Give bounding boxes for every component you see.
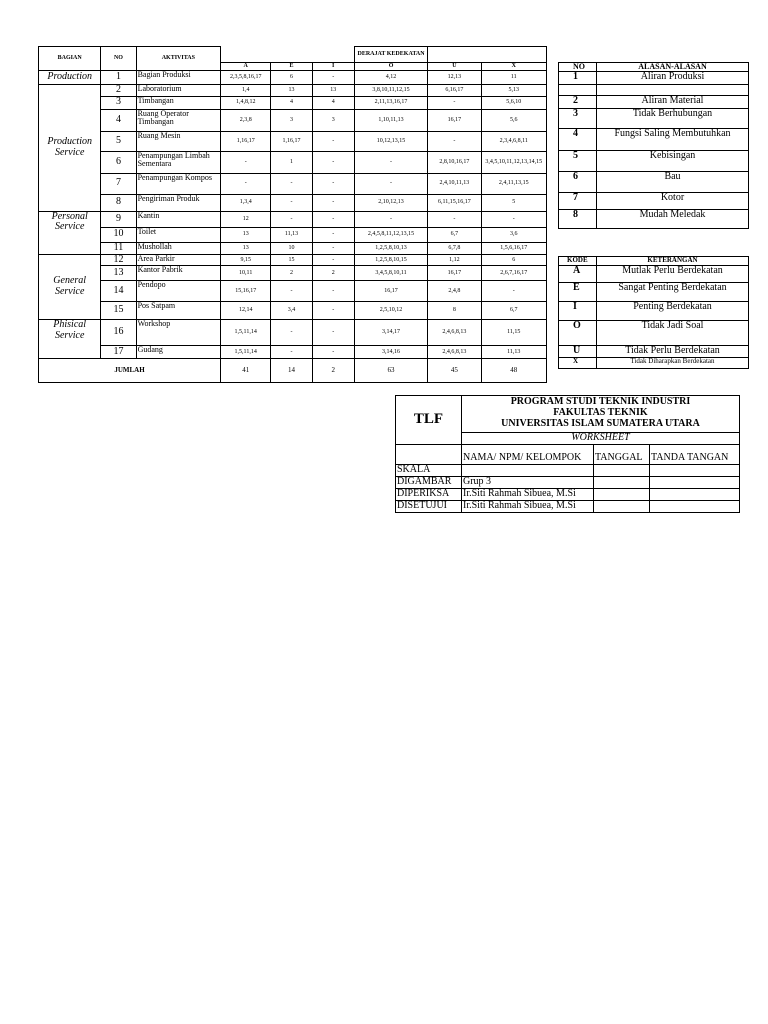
row-activity: Penampungan Kompos <box>136 173 220 194</box>
code-header-keterangan: KETERANGAN <box>597 257 749 266</box>
col-nama-npm-kelompok: NAMA/ NPM/ KELOMPOK <box>462 444 594 464</box>
cell-x: 5 <box>481 194 546 211</box>
cell-e: 3 <box>271 109 312 131</box>
reason-no: 5 <box>559 151 597 172</box>
cell-x: 5,6,10 <box>481 96 546 109</box>
cell-e: 11,13 <box>271 227 312 242</box>
cell-u: 6,7 <box>428 227 481 242</box>
cell-e: 2 <box>271 266 312 281</box>
row-label: DIPERIKSA <box>396 488 462 500</box>
cell-o: 2,4,5,8,11,12,13,15 <box>354 227 427 242</box>
cell-e: - <box>271 173 312 194</box>
list-item <box>559 193 749 210</box>
table-row <box>396 500 740 512</box>
reasons-header-label: ALASAN-ALASAN <box>597 63 749 72</box>
reason-no <box>559 85 597 96</box>
cell-i: - <box>312 242 354 254</box>
code-description: Sangat Penting Berdekatan <box>597 283 749 302</box>
reason-no: 2 <box>559 96 597 109</box>
row-activity: Gudang <box>136 346 220 359</box>
reason-no: 1 <box>559 72 597 85</box>
cell-a: 1,4,8,12 <box>221 96 271 109</box>
reason-text: Fungsi Saling Membutuhkan <box>597 129 749 151</box>
row-value <box>462 464 594 476</box>
cell-u: - <box>428 96 481 109</box>
list-item <box>559 172 749 193</box>
program-studi: PROGRAM STUDI TEKNIK INDUSTRI <box>510 396 691 407</box>
cell-u: 6,7,8 <box>428 242 481 254</box>
cell-o: - <box>354 211 427 227</box>
reason-text: Bau <box>597 172 749 193</box>
header-derajat: DERAJAT KEDEKATAN <box>354 47 427 63</box>
group-label: Production Service <box>39 85 101 212</box>
reason-text <box>597 85 749 96</box>
cell-x: 5,6 <box>481 109 546 131</box>
table-row <box>39 71 547 85</box>
cell-e: 6 <box>271 71 312 85</box>
header-col-u: U <box>428 63 481 71</box>
cell-a: 13 <box>221 227 271 242</box>
reason-text: Aliran Material <box>597 96 749 109</box>
total-u: 45 <box>428 359 481 383</box>
fakultas: FAKULTAS TEKNIK <box>553 407 648 418</box>
cell-a: 1,5,11,14 <box>221 320 271 346</box>
cell-i: - <box>312 227 354 242</box>
table-row <box>39 281 547 302</box>
table-row <box>39 227 547 242</box>
cell-a: 12,14 <box>221 302 271 320</box>
cell-e: - <box>271 194 312 211</box>
cell-i: 3 <box>312 109 354 131</box>
table-row <box>39 211 547 227</box>
cell-i: - <box>312 302 354 320</box>
cell-u: 2,4,6,8,13 <box>428 346 481 359</box>
cell-i: - <box>312 281 354 302</box>
cell-a: 2,3,5,8,16,17 <box>221 71 271 85</box>
cell-a: 1,5,11,14 <box>221 346 271 359</box>
cell-u: - <box>428 211 481 227</box>
cell-u: 12,13 <box>428 71 481 85</box>
header-aktivitas: AKTIVITAS <box>136 47 220 71</box>
cell-x: 5,13 <box>481 85 546 97</box>
cell-o: 3,14,16 <box>354 346 427 359</box>
cell-o: - <box>354 173 427 194</box>
institution-header <box>462 396 740 433</box>
cell-a: 2,3,8 <box>221 109 271 131</box>
row-activity: Kantor Pabrik <box>136 266 220 281</box>
code-header-kode: KODE <box>559 257 597 266</box>
row-no: 11 <box>101 242 136 254</box>
cell-a: 10,11 <box>221 266 271 281</box>
header-col-a: A <box>221 63 271 71</box>
code-letter: A <box>559 266 597 283</box>
row-no: 12 <box>101 254 136 266</box>
title-block <box>395 395 740 513</box>
row-no: 14 <box>101 281 136 302</box>
list-item <box>559 72 749 85</box>
code-description: Mutlak Perlu Berdekatan <box>597 266 749 283</box>
cell-u: 2,4,6,8,13 <box>428 320 481 346</box>
group-label: Production <box>39 71 101 85</box>
cell-i: 13 <box>312 85 354 97</box>
row-activity: Pendopo <box>136 281 220 302</box>
reason-no: 4 <box>559 129 597 151</box>
cell-e: 15 <box>271 254 312 266</box>
cell-o: 1,2,5,8,10,13 <box>354 242 427 254</box>
row-activity: Workshop <box>136 320 220 346</box>
list-item <box>559 358 749 369</box>
header-bagian: BAGIAN <box>39 47 101 71</box>
table-row <box>39 131 547 151</box>
cell-a: 15,16,17 <box>221 281 271 302</box>
cell-e: - <box>271 211 312 227</box>
reason-no: 6 <box>559 172 597 193</box>
reason-text: Tidak Berhubungan <box>597 109 749 129</box>
cell-e: - <box>271 281 312 302</box>
cell-u: 1,12 <box>428 254 481 266</box>
worksheet-label: WORKSHEET <box>462 433 740 445</box>
list-item <box>559 321 749 346</box>
row-value: Ir.Siti Rahmah Sibuea, M.Si <box>462 500 594 512</box>
cell-o: 3,14,17 <box>354 320 427 346</box>
activity-relationship-table <box>38 46 547 383</box>
reason-text: Kotor <box>597 193 749 210</box>
row-activity: Pos Satpam <box>136 302 220 320</box>
code-letter: E <box>559 283 597 302</box>
cell-o: 3,4,5,8,10,11 <box>354 266 427 281</box>
header-col-x: X <box>481 63 546 71</box>
cell-i: - <box>312 194 354 211</box>
list-item <box>559 283 749 302</box>
cell-u: 2,8,10,16,17 <box>428 151 481 173</box>
universitas: UNIVERSITAS ISLAM SUMATERA UTARA <box>501 418 700 429</box>
code-letter: U <box>559 346 597 358</box>
cell-i: 2 <box>312 266 354 281</box>
code-letter: O <box>559 321 597 346</box>
cell-e: 1 <box>271 151 312 173</box>
cell-o: 1,10,11,13 <box>354 109 427 131</box>
cell-i: - <box>312 151 354 173</box>
row-activity: Ruang Mesin <box>136 131 220 151</box>
cell-a: 1,4 <box>221 85 271 97</box>
cell-x: 1,5,6,16,17 <box>481 242 546 254</box>
cell-e: - <box>271 346 312 359</box>
table-row <box>396 476 740 488</box>
cell-i: 4 <box>312 96 354 109</box>
row-no: 1 <box>101 71 136 85</box>
cell-o: 4,12 <box>354 71 427 85</box>
table-row <box>39 85 547 97</box>
cell-e: - <box>271 320 312 346</box>
cell-x: 3,4,5,10,11,12,13,14,15 <box>481 151 546 173</box>
group-label: Personal Service <box>39 211 101 254</box>
cell-a: 13 <box>221 242 271 254</box>
cell-e: 1,16,17 <box>271 131 312 151</box>
row-activity: Mushollah <box>136 242 220 254</box>
header-col-i: I <box>312 63 354 71</box>
table-row <box>39 320 547 346</box>
cell-a: 1,3,4 <box>221 194 271 211</box>
total-o: 63 <box>354 359 427 383</box>
code-letter: I <box>559 302 597 321</box>
code-description: Tidak Jadi Soal <box>597 321 749 346</box>
cell-x: 11 <box>481 71 546 85</box>
row-no: 2 <box>101 85 136 97</box>
reason-no: 8 <box>559 210 597 229</box>
row-activity: Kantin <box>136 211 220 227</box>
code-description: Tidak Perlu Berdekatan <box>597 346 749 358</box>
list-item <box>559 109 749 129</box>
table-row <box>39 96 547 109</box>
row-activity: Penampungan Limbah Sementara <box>136 151 220 173</box>
cell-o: 1,2,5,8,10,15 <box>354 254 427 266</box>
reason-text: Mudah Meledak <box>597 210 749 229</box>
cell-x: 2,6,7,16,17 <box>481 266 546 281</box>
table-row <box>39 109 547 131</box>
cell-a: - <box>221 151 271 173</box>
cell-e: 13 <box>271 85 312 97</box>
table-row <box>39 194 547 211</box>
cell-x: - <box>481 281 546 302</box>
reason-no: 3 <box>559 109 597 129</box>
code-legend-table <box>558 256 749 369</box>
row-no: 3 <box>101 96 136 109</box>
row-no: 15 <box>101 302 136 320</box>
cell-x: 6,7 <box>481 302 546 320</box>
reason-text: Kebisingan <box>597 151 749 172</box>
row-activity: Ruang Operator Timbangan <box>136 109 220 131</box>
group-label: Phisical Service <box>39 320 101 359</box>
row-no: 5 <box>101 131 136 151</box>
row-activity: Timbangan <box>136 96 220 109</box>
cell-i: - <box>312 211 354 227</box>
cell-e: 3,4 <box>271 302 312 320</box>
cell-o: 2,11,13,16,17 <box>354 96 427 109</box>
row-activity: Bagian Produksi <box>136 71 220 85</box>
cell-x: 3,6 <box>481 227 546 242</box>
row-activity: Pengiriman Produk <box>136 194 220 211</box>
cell-x: - <box>481 211 546 227</box>
row-no: 4 <box>101 109 136 131</box>
total-a: 41 <box>221 359 271 383</box>
row-no: 6 <box>101 151 136 173</box>
cell-o: 2,5,10,12 <box>354 302 427 320</box>
reason-no: 7 <box>559 193 597 210</box>
row-no: 13 <box>101 266 136 281</box>
row-activity: Area Parkir <box>136 254 220 266</box>
cell-e: 4 <box>271 96 312 109</box>
cell-o: 2,10,12,13 <box>354 194 427 211</box>
cell-a: 12 <box>221 211 271 227</box>
cell-u: 6,16,17 <box>428 85 481 97</box>
row-label: SKALA <box>396 464 462 476</box>
row-no: 10 <box>101 227 136 242</box>
tlf-logo: TLF <box>396 396 462 445</box>
cell-o: 3,8,10,11,12,15 <box>354 85 427 97</box>
table-row <box>396 488 740 500</box>
row-activity: Laboratorium <box>136 85 220 97</box>
row-no: 17 <box>101 346 136 359</box>
cell-x: 11,15 <box>481 320 546 346</box>
header-col-o: O <box>354 63 427 71</box>
cell-a: 1,16,17 <box>221 131 271 151</box>
header-no: NO <box>101 47 136 71</box>
cell-x: 11,13 <box>481 346 546 359</box>
cell-e: 10 <box>271 242 312 254</box>
total-e: 14 <box>271 359 312 383</box>
totals-row <box>39 359 547 383</box>
row-no: 16 <box>101 320 136 346</box>
table-row <box>39 266 547 281</box>
row-no: 8 <box>101 194 136 211</box>
cell-u: 2,4,8 <box>428 281 481 302</box>
total-i: 2 <box>312 359 354 383</box>
table-row <box>39 346 547 359</box>
list-item <box>559 129 749 151</box>
row-activity: Toilet <box>136 227 220 242</box>
cell-x: 2,4,11,13,15 <box>481 173 546 194</box>
cell-a: - <box>221 173 271 194</box>
cell-i: - <box>312 346 354 359</box>
cell-i: - <box>312 71 354 85</box>
row-value: Ir.Siti Rahmah Sibuea, M.Si <box>462 488 594 500</box>
cell-i: - <box>312 173 354 194</box>
cell-x: 2,3,4,6,8,11 <box>481 131 546 151</box>
cell-o: 10,12,13,15 <box>354 131 427 151</box>
code-description: Tidak Diharapkan Berdekatan <box>597 358 749 369</box>
cell-u: 6,11,15,16,17 <box>428 194 481 211</box>
cell-a: 9,15 <box>221 254 271 266</box>
cell-i: - <box>312 131 354 151</box>
row-label: DISETUJUI <box>396 500 462 512</box>
cell-u: 2,4,10,11,13 <box>428 173 481 194</box>
cell-o: - <box>354 151 427 173</box>
reasons-table <box>558 62 749 229</box>
code-description: Penting Berdekatan <box>597 302 749 321</box>
group-label: General Service <box>39 254 101 320</box>
list-item <box>559 302 749 321</box>
cell-u: 16,17 <box>428 266 481 281</box>
total-x: 48 <box>481 359 546 383</box>
table-row <box>39 173 547 194</box>
cell-u: 16,17 <box>428 109 481 131</box>
table-row <box>39 242 547 254</box>
code-letter: X <box>559 358 597 369</box>
jumlah-label: JUMLAH <box>39 359 221 383</box>
table-row <box>396 464 740 476</box>
table-row <box>39 302 547 320</box>
cell-o: 16,17 <box>354 281 427 302</box>
list-item <box>559 151 749 172</box>
list-item <box>559 266 749 283</box>
row-no: 9 <box>101 211 136 227</box>
list-item <box>559 210 749 229</box>
row-value: Grup 3 <box>462 476 594 488</box>
list-item <box>559 346 749 358</box>
table-row <box>39 151 547 173</box>
cell-i: - <box>312 254 354 266</box>
list-item <box>559 85 749 96</box>
cell-x: 6 <box>481 254 546 266</box>
row-label: DIGAMBAR <box>396 476 462 488</box>
cell-u: - <box>428 131 481 151</box>
col-tanda-tangan: TANDA TANGAN <box>650 444 740 464</box>
table-row <box>39 254 547 266</box>
cell-i: - <box>312 320 354 346</box>
col-tanggal: TANGGAL <box>594 444 650 464</box>
list-item <box>559 96 749 109</box>
reasons-header-no: NO <box>559 63 597 72</box>
reason-text: Aliran Produksi <box>597 72 749 85</box>
cell-u: 8 <box>428 302 481 320</box>
row-no: 7 <box>101 173 136 194</box>
header-col-e: E <box>271 63 312 71</box>
